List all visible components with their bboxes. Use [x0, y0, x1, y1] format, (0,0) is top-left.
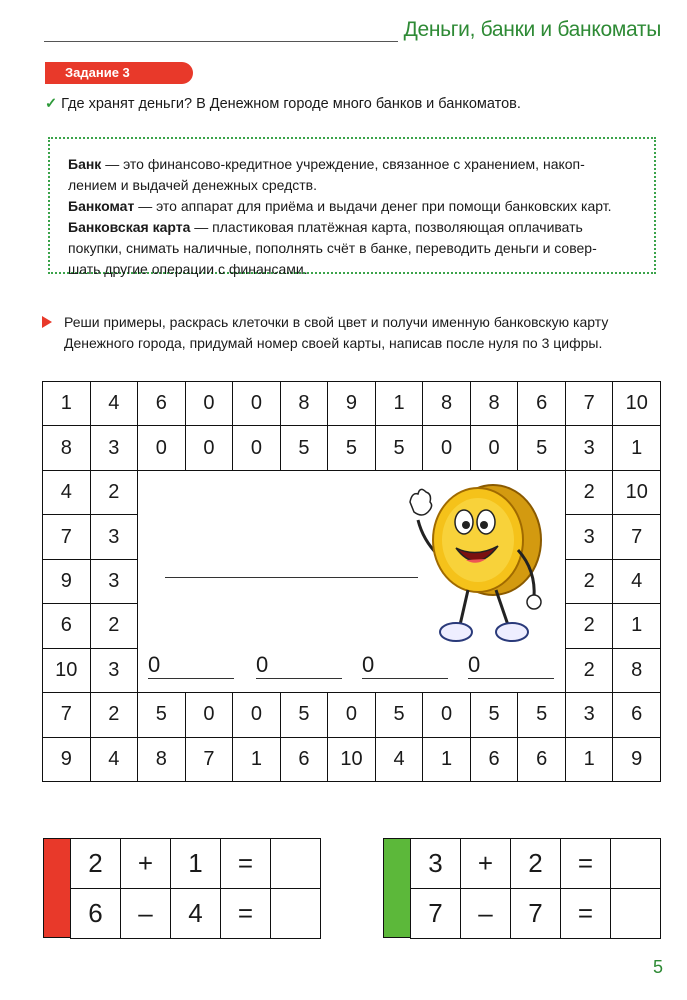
- question-text: Где хранят деньги? В Денежном городе много банков и банкоматов.: [61, 96, 521, 112]
- check-icon: ✓: [45, 96, 58, 112]
- grid-cell[interactable]: 4: [90, 381, 139, 426]
- equation-cell: 1: [170, 838, 221, 889]
- definition-text: — пластиковая платёжная карта, позволяющая оплачивать покупки, снимать наличные, пополнять счёт в банке, переводить деньги и совер- шать другие операции с финансами.: [68, 219, 597, 277]
- definition-bank: [68, 154, 638, 196]
- page-header-title: Деньги, банки и банкоматы: [403, 18, 661, 41]
- grid-cell[interactable]: 6: [612, 692, 661, 737]
- card-name-line[interactable]: [165, 577, 418, 578]
- card-zero: 0: [468, 652, 481, 677]
- grid-cell[interactable]: 2: [565, 470, 614, 515]
- grid-cell[interactable]: 4: [42, 470, 91, 515]
- definition-text: — это аппарат для приёма и выдачи денег при помощи банковских карт.: [134, 198, 612, 214]
- grid-cell[interactable]: 0: [185, 425, 234, 470]
- grid-cell[interactable]: 2: [90, 603, 139, 648]
- grid-cell[interactable]: 3: [90, 514, 139, 559]
- grid-cell[interactable]: 6: [137, 381, 186, 426]
- grid-cell[interactable]: 3: [565, 692, 614, 737]
- grid-cell[interactable]: 1: [232, 737, 281, 782]
- grid-cell[interactable]: 5: [375, 692, 424, 737]
- grid-cell[interactable]: 9: [42, 559, 91, 604]
- grid-cell[interactable]: 8: [137, 737, 186, 782]
- equation-cell: 2: [510, 838, 561, 889]
- grid-cell[interactable]: 4: [375, 737, 424, 782]
- answer-cell[interactable]: [610, 888, 661, 939]
- equation-cell: 6: [70, 888, 121, 939]
- equation-cell: +: [120, 838, 171, 889]
- grid-cell[interactable]: 6: [42, 603, 91, 648]
- grid-cell[interactable]: 1: [565, 737, 614, 782]
- equation-cell: 3: [410, 838, 461, 889]
- grid-cell[interactable]: 7: [185, 737, 234, 782]
- grid-cell[interactable]: 0: [137, 425, 186, 470]
- grid-cell[interactable]: 5: [137, 692, 186, 737]
- grid-cell[interactable]: 3: [565, 514, 614, 559]
- grid-cell[interactable]: 0: [327, 692, 376, 737]
- grid-cell[interactable]: 10: [42, 648, 91, 693]
- color-swatch: [383, 838, 411, 938]
- card-number-line[interactable]: [468, 678, 554, 679]
- answer-cell[interactable]: [270, 838, 321, 889]
- definition-term: Банковская карта: [68, 219, 191, 235]
- grid-cell[interactable]: 1: [612, 603, 661, 648]
- grid-cell[interactable]: 10: [612, 470, 661, 515]
- equation-cell: =: [220, 838, 271, 889]
- equation-cell: 7: [510, 888, 561, 939]
- grid-cell[interactable]: 0: [185, 381, 234, 426]
- instruction: [42, 312, 662, 354]
- grid-cell[interactable]: 5: [517, 425, 566, 470]
- grid-cell[interactable]: 0: [470, 425, 519, 470]
- card-zero: 0: [256, 652, 269, 677]
- grid-cell[interactable]: 4: [90, 737, 139, 782]
- grid-cell[interactable]: 10: [327, 737, 376, 782]
- equation-cell: +: [460, 838, 511, 889]
- equation-cell: –: [460, 888, 511, 939]
- definitions-box: [48, 137, 656, 277]
- grid-cell[interactable]: 9: [42, 737, 91, 782]
- triangle-arrow-icon: [42, 316, 52, 328]
- grid-cell[interactable]: 1: [375, 381, 424, 426]
- equation-cell: =: [220, 888, 271, 939]
- card-zero: 0: [148, 652, 161, 677]
- card-number-line[interactable]: [256, 678, 342, 679]
- grid-cell[interactable]: 2: [565, 648, 614, 693]
- grid-cell[interactable]: 1: [612, 425, 661, 470]
- grid-cell[interactable]: 0: [185, 692, 234, 737]
- grid-cell[interactable]: 7: [42, 692, 91, 737]
- grid-cell[interactable]: 0: [422, 692, 471, 737]
- grid-cell[interactable]: 6: [517, 381, 566, 426]
- task-label: Задание 3: [45, 62, 193, 84]
- grid-cell[interactable]: 1: [422, 737, 471, 782]
- grid-cell[interactable]: 8: [470, 381, 519, 426]
- grid-cell[interactable]: 0: [232, 692, 281, 737]
- grid-cell[interactable]: 6: [280, 737, 329, 782]
- color-swatch: [43, 838, 71, 938]
- grid-cell[interactable]: 3: [90, 559, 139, 604]
- grid-cell[interactable]: 5: [327, 425, 376, 470]
- definition-term: Банк: [68, 156, 102, 172]
- definition-text: — это финансово-кредитное учреждение, связанное с хранением, накоп- лением и выдачей денежных средств.: [68, 156, 585, 193]
- grid-cell[interactable]: 0: [422, 425, 471, 470]
- grid-cell[interactable]: 2: [90, 470, 139, 515]
- grid-cell[interactable]: 2: [565, 559, 614, 604]
- grid-cell[interactable]: 9: [612, 737, 661, 782]
- number-grid: [42, 381, 660, 781]
- grid-cell[interactable]: 7: [565, 381, 614, 426]
- grid-cell[interactable]: 8: [280, 381, 329, 426]
- grid-cell[interactable]: 7: [612, 514, 661, 559]
- grid-cell[interactable]: 10: [612, 381, 661, 426]
- grid-cell[interactable]: 5: [375, 425, 424, 470]
- grid-cell[interactable]: 5: [517, 692, 566, 737]
- grid-cell[interactable]: 0: [232, 425, 281, 470]
- grid-cell[interactable]: 8: [612, 648, 661, 693]
- grid-cell[interactable]: 3: [565, 425, 614, 470]
- grid-cell[interactable]: 8: [42, 425, 91, 470]
- equation-cell: 7: [410, 888, 461, 939]
- equation-cell: 2: [70, 838, 121, 889]
- equation-cell: =: [560, 888, 611, 939]
- answer-cell[interactable]: [270, 888, 321, 939]
- grid-cell[interactable]: 8: [422, 381, 471, 426]
- grid-cell[interactable]: 3: [90, 648, 139, 693]
- question-line: [45, 96, 521, 112]
- grid-cell[interactable]: 7: [42, 514, 91, 559]
- card-zero: 0: [362, 652, 375, 677]
- grid-cell[interactable]: 6: [517, 737, 566, 782]
- grid-cell[interactable]: 0: [232, 381, 281, 426]
- grid-cell[interactable]: 5: [280, 692, 329, 737]
- equation-cell: –: [120, 888, 171, 939]
- grid-cell[interactable]: 4: [612, 559, 661, 604]
- answer-cell[interactable]: [610, 838, 661, 889]
- grid-cell[interactable]: 1: [42, 381, 91, 426]
- definition-card: [68, 217, 638, 280]
- grid-cell[interactable]: 3: [90, 425, 139, 470]
- instruction-text: Реши примеры, раскрась клеточки в свой цвет и получи именную банковскую карту Денежного города, придумай номер своей карты, написав после нуля по 3 цифры.: [64, 314, 609, 351]
- grid-cell[interactable]: 9: [327, 381, 376, 426]
- equation-cell: =: [560, 838, 611, 889]
- definition-term: Банкомат: [68, 198, 135, 214]
- card-number-line[interactable]: [362, 678, 448, 679]
- grid-cell[interactable]: 5: [470, 692, 519, 737]
- header-rule: [44, 41, 398, 42]
- grid-cell[interactable]: 2: [565, 603, 614, 648]
- grid-cell[interactable]: 2: [90, 692, 139, 737]
- grid-cell[interactable]: 6: [470, 737, 519, 782]
- coin-mascot: [398, 480, 558, 650]
- definition-atm: [68, 196, 638, 217]
- grid-cell[interactable]: 5: [280, 425, 329, 470]
- equation-cell: 4: [170, 888, 221, 939]
- card-number-line[interactable]: [148, 678, 234, 679]
- page-number: 5: [652, 957, 663, 977]
